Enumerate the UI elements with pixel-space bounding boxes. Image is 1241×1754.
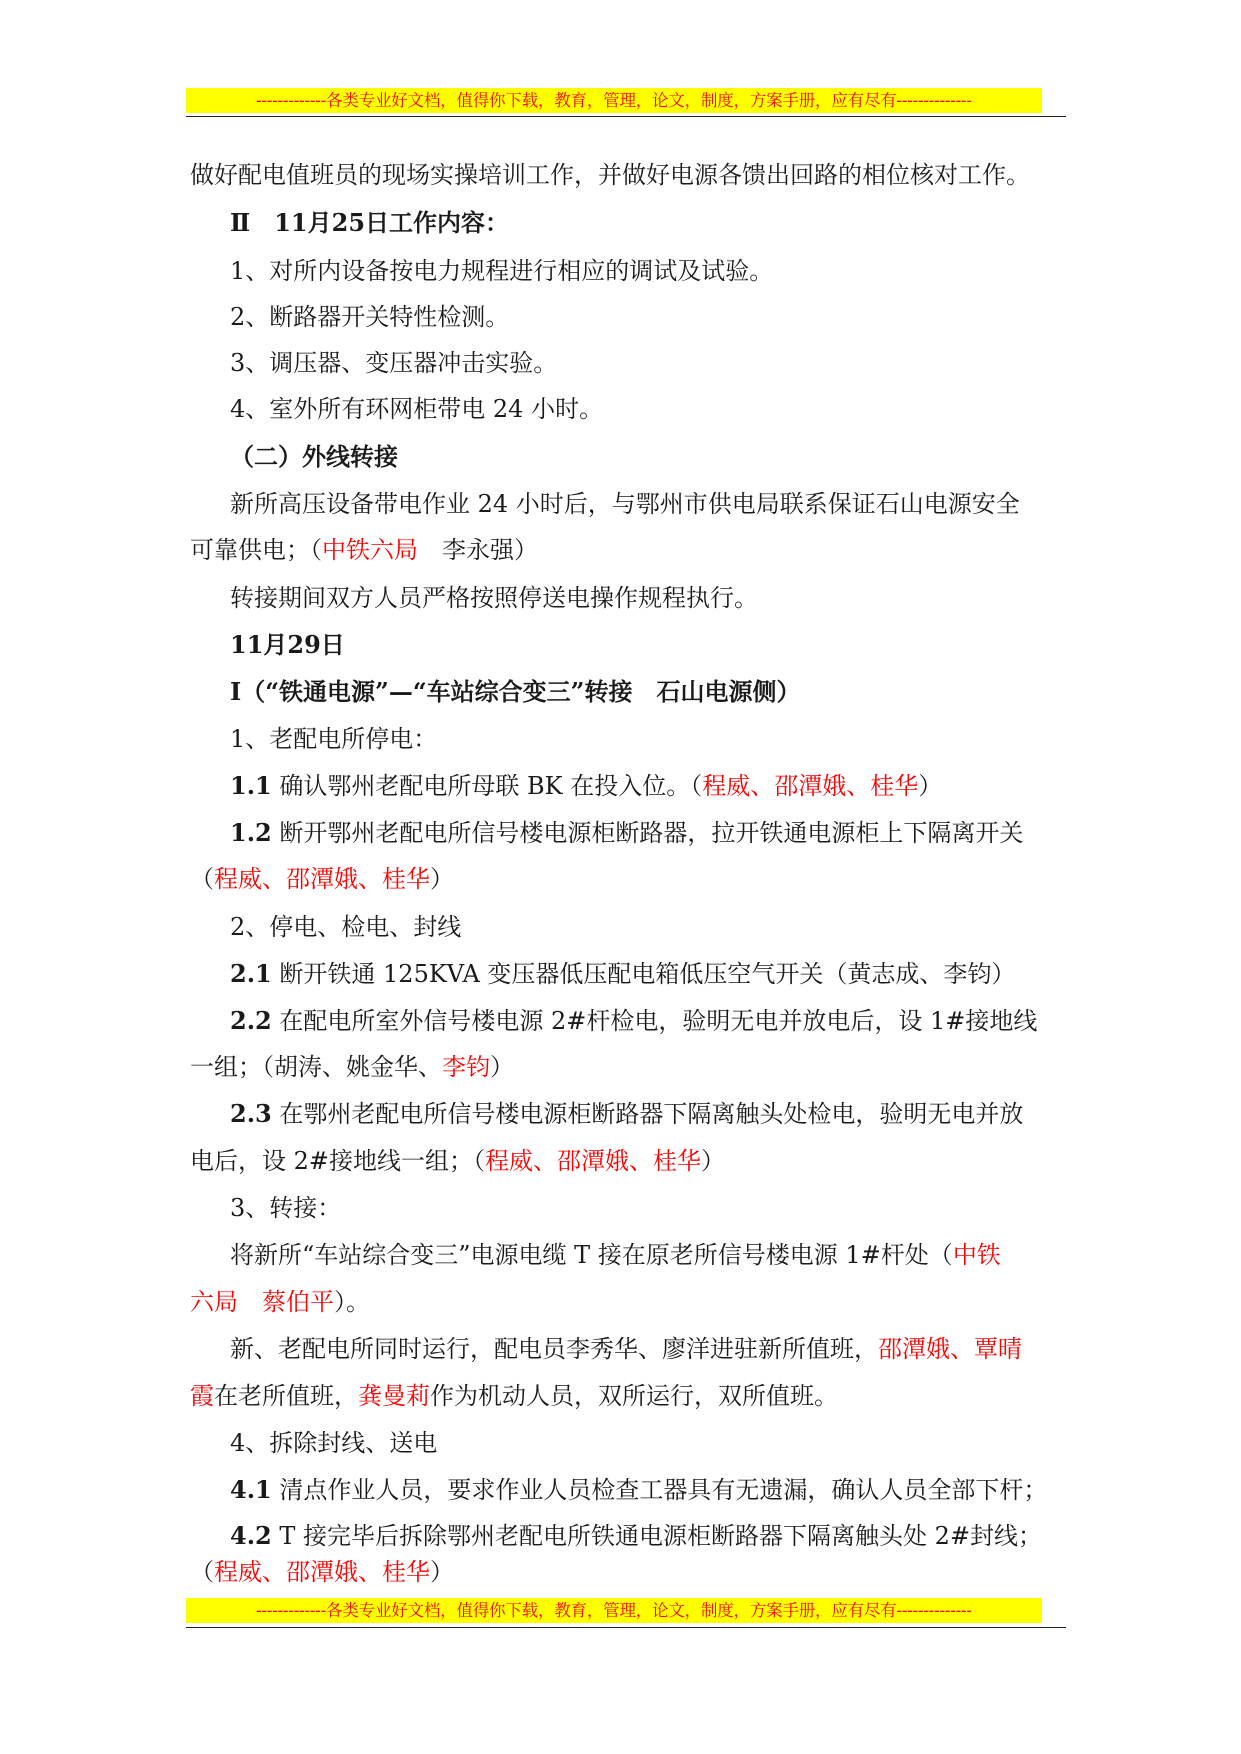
step-number: 2.1	[230, 959, 272, 988]
paragraph-line	[190, 1379, 1064, 1413]
text-span: ）	[918, 772, 943, 800]
text-span: 作为机动人员，双所运行，双所值班。	[430, 1382, 838, 1410]
highlight-names: 程威、邵潭娥、桂华	[485, 1147, 702, 1175]
paragraph-line	[190, 1144, 1064, 1178]
text-span: 断开铁通 125KVA 变压器低压配电箱低压空气开关（黄志成、李钧）	[279, 960, 1016, 988]
step-item	[190, 769, 1064, 803]
paragraph-line: 转接期间双方人员严格按照停送电操作规程执行。	[230, 584, 758, 612]
highlight-names: 程威、邵潭娥、桂华	[702, 772, 919, 800]
step-item	[190, 1097, 1064, 1131]
paragraph-line	[190, 1238, 1064, 1272]
text-span: 可靠供电；（	[190, 536, 322, 564]
section-heading-external-line: （二）外线转接	[230, 442, 398, 471]
step-item	[190, 957, 1064, 991]
step-item	[190, 816, 1064, 850]
header-rule	[186, 116, 1066, 117]
highlight-unit: 六局 蔡伯平	[190, 1288, 334, 1316]
paragraph-line	[190, 1050, 1064, 1084]
highlight-names: 霞	[190, 1382, 214, 1410]
header-banner: -------------各类专业好文档，值得你下载，教育，管理，论文，制度，方案手册，应有尽有--------------	[186, 88, 1042, 113]
footer-rule	[186, 1627, 1066, 1628]
paragraph-line	[190, 533, 1064, 567]
highlight-unit: 中铁	[952, 1241, 1001, 1269]
text-span: 断开鄂州老配电所信号楼电源柜断路器，拉开铁通电源柜上下隔离开关	[279, 819, 1024, 847]
text-span: 在鄂州老配电所信号楼电源柜断路器下隔离触头处检电，验明无电并放	[279, 1100, 1024, 1128]
paragraph-line	[190, 862, 1064, 896]
highlight-names: 龚曼莉	[358, 1382, 430, 1410]
highlight-names: 程威、邵潭娥、桂华	[214, 865, 430, 893]
text-span: （	[190, 865, 214, 893]
text-span: （	[190, 1558, 214, 1586]
text-span: ）	[430, 1558, 454, 1586]
text-span: 在配电所室外信号楼电源 2#杆检电，验明无电并放电后，设 1#接地线	[279, 1007, 1038, 1035]
text-span: 李永强）	[418, 536, 538, 564]
highlight-unit: 中铁六局	[322, 536, 418, 564]
step-number: 2.3	[230, 1099, 272, 1128]
text-span: 一组；（胡涛、姚金华、	[190, 1053, 442, 1081]
paragraph-line	[190, 1555, 1064, 1589]
list-item: 3、调压器、变压器冲击实验。	[230, 349, 558, 377]
highlight-names: 程威、邵潭娥、桂华	[214, 1558, 430, 1586]
section-heading-nov25: Ⅱ 11月25日工作内容：	[230, 208, 510, 237]
step-item	[190, 1519, 1064, 1553]
text-span: ）	[430, 865, 454, 893]
step-number: 2.2	[230, 1006, 272, 1035]
list-item: 4、室外所有环网柜带电 24 小时。	[230, 395, 604, 423]
text-span: 将新所“车站综合变三”电源电缆 T 接在原老所信号楼电源 1#杆处（	[230, 1241, 953, 1269]
highlight-names: 邵潭娥、覃晴	[878, 1335, 1022, 1363]
footer-banner: -------------各类专业好文档，值得你下载，教育，管理，论文，制度，方案手册，应有尽有--------------	[186, 1598, 1042, 1623]
step-number: 4.1	[230, 1475, 272, 1504]
step-number: 4.2	[230, 1521, 272, 1550]
paragraph-line: 新所高压设备带电作业 24 小时后，与鄂州市供电局联系保证石山电源安全	[230, 490, 1020, 518]
paragraph-line	[190, 1332, 1064, 1366]
step-number: 1.1	[230, 771, 272, 800]
text-span: ）	[490, 1053, 514, 1081]
list-item: 3、转接：	[230, 1194, 342, 1222]
paragraph-line: 做好配电值班员的现场实操培训工作，并做好电源各馈出回路的相位核对工作。	[190, 161, 1030, 189]
list-item: 2、断路器开关特性检测。	[230, 303, 510, 331]
text-span: 新、老配电所同时运行，配电员李秀华、廖洋进驻新所值班，	[230, 1335, 878, 1363]
text-span: 确认鄂州老配电所母联 BK 在投入位。（	[279, 772, 703, 800]
list-item: 1、对所内设备按电力规程进行相应的调试及试验。	[230, 257, 774, 285]
list-item: 4、拆除封线、送电	[230, 1429, 438, 1457]
text-span: 在老所值班，	[214, 1382, 358, 1410]
step-item	[190, 1004, 1064, 1038]
list-item: 1、老配电所停电：	[230, 725, 438, 753]
text-span: ）。	[334, 1288, 370, 1316]
text-span: ）	[701, 1147, 726, 1175]
text-span: T 接完毕后拆除鄂州老配电所铁通电源柜断路器下隔离触头处 2#封线；	[279, 1522, 1043, 1550]
section-heading-transfer: Ⅰ（“铁通电源”—“车站综合变三”转接 石山电源侧）	[230, 677, 801, 706]
paragraph-line	[190, 1285, 1064, 1319]
highlight-names: 李钧	[442, 1053, 490, 1081]
text-span: 清点作业人员，要求作业人员检查工器具有无遗漏，确认人员全部下杆；	[279, 1476, 1048, 1504]
step-item	[190, 1473, 1064, 1507]
list-item: 2、停电、检电、封线	[230, 913, 462, 941]
text-span: 电后，设 2#接地线一组；（	[190, 1147, 486, 1175]
step-number: 1.2	[230, 818, 272, 847]
date-heading-nov29: 11月29日	[230, 630, 345, 659]
